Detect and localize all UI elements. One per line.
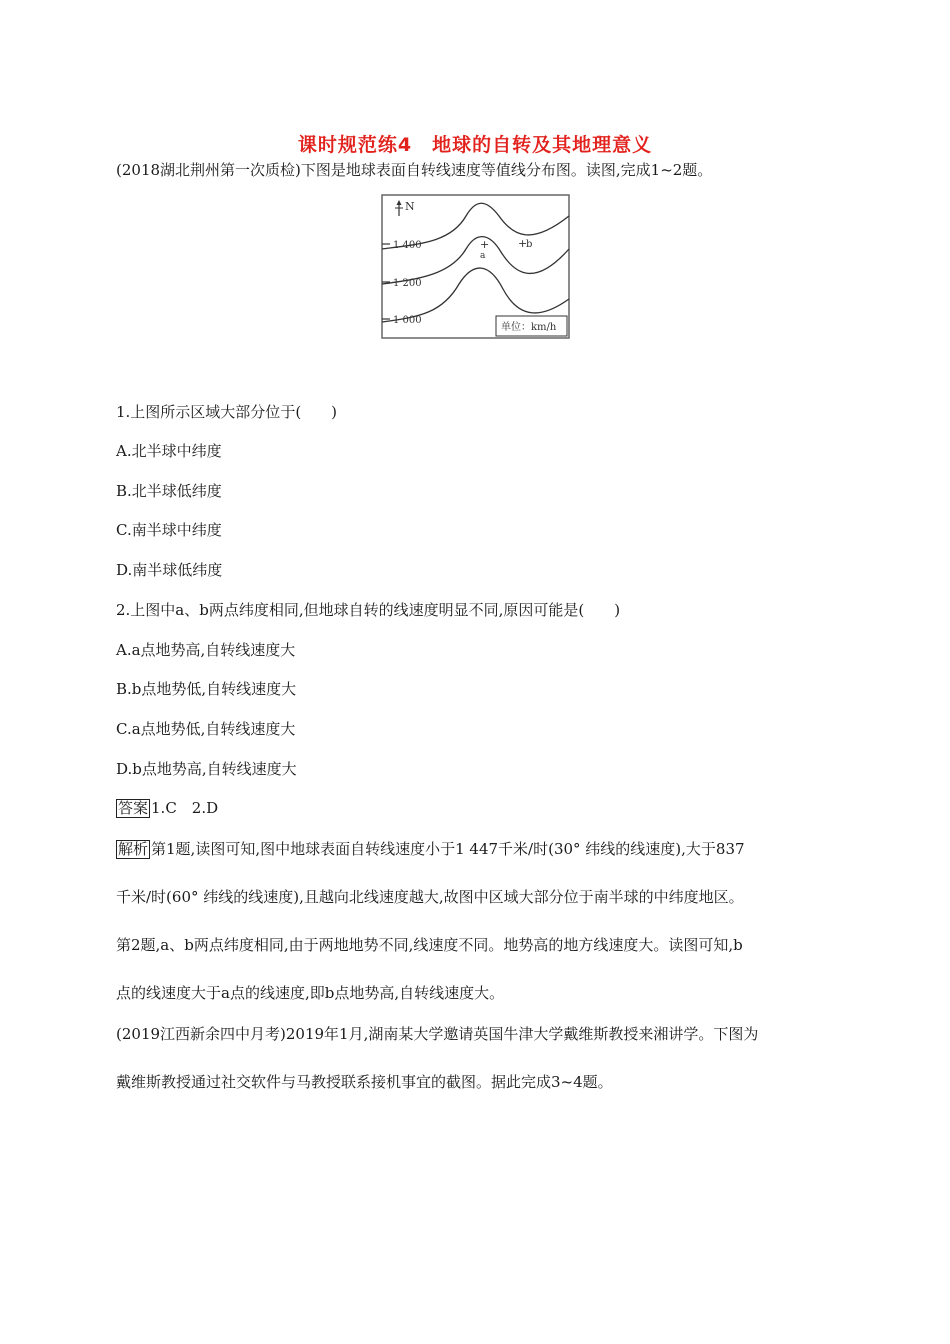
question-1-stem: 1.上图所示区域大部分位于( )	[116, 403, 338, 421]
question-1-option-c: C.南半球中纬度	[116, 521, 222, 539]
question-2-option-a: A.a点地势高,自转线速度大	[116, 641, 296, 659]
isoline-map	[381, 194, 570, 339]
intro-text: (2018湖北荆州第一次质检)下图是地球表面自转线速度等值线分布图。读图,完成1~2题。	[116, 161, 713, 179]
point-b-marker: +	[518, 237, 528, 250]
question-2-option-d: D.b点地势高,自转线速度大	[116, 760, 297, 778]
point-a-marker: +	[480, 238, 490, 251]
analysis-line-4: 点的线速度大于a点的线速度,即b点地势高,自转线速度大。	[116, 984, 505, 1002]
answer-label: 答案	[118, 799, 149, 817]
intro2-line-2: 戴维斯教授通过社交软件与马教授联系接机事宜的截图。据此完成3~4题。	[116, 1073, 613, 1091]
analysis-label: 解析	[118, 840, 149, 858]
analysis-text-1: 第1题,读图可知,图中地球表面自转线速度小于1 447千米/时(30° 纬线的线速度),大于837	[151, 840, 745, 858]
contour-label-1200: 1 200	[393, 278, 422, 289]
isoline-figure	[381, 194, 570, 339]
question-1-option-a: A.北半球中纬度	[116, 442, 222, 460]
question-1-option-d: D.南半球低纬度	[116, 561, 223, 579]
question-1-option-b: B.北半球低纬度	[116, 482, 222, 500]
answer-row	[116, 798, 218, 818]
analysis-line-2: 千米/时(60° 纬线的线速度),且越向北线速度越大,故图中区域大部分位于南半球的中纬度地区。	[116, 888, 744, 906]
answer-text: 1.C 2.D	[151, 799, 219, 817]
contour-label-1400: 1 400	[393, 240, 422, 251]
intro2-line-1: (2019江西新余四中月考)2019年1月,湖南某大学邀请英国牛津大学戴维斯教授来湘讲学。下图为	[116, 1025, 759, 1043]
analysis-line-3: 第2题,a、b两点纬度相同,由于两地地势不同,线速度不同。地势高的地方线速度大。读图可知,b	[116, 936, 743, 954]
contour-label-1000: 1 000	[393, 315, 422, 326]
north-label: N	[405, 200, 415, 213]
point-a-label: a	[480, 251, 486, 261]
analysis-line-1	[116, 839, 745, 859]
question-2-option-c: C.a点地势低,自转线速度大	[116, 720, 296, 738]
point-b-label: b	[526, 239, 533, 250]
question-2-option-b: B.b点地势低,自转线速度大	[116, 680, 297, 698]
question-2-stem: 2.上图中a、b两点纬度相同,但地球自转的线速度明显不同,原因可能是( )	[116, 601, 621, 619]
unit-label: 单位：km/h	[501, 322, 557, 333]
page-title: 课时规范练4 地球的自转及其地理意义	[297, 134, 653, 156]
